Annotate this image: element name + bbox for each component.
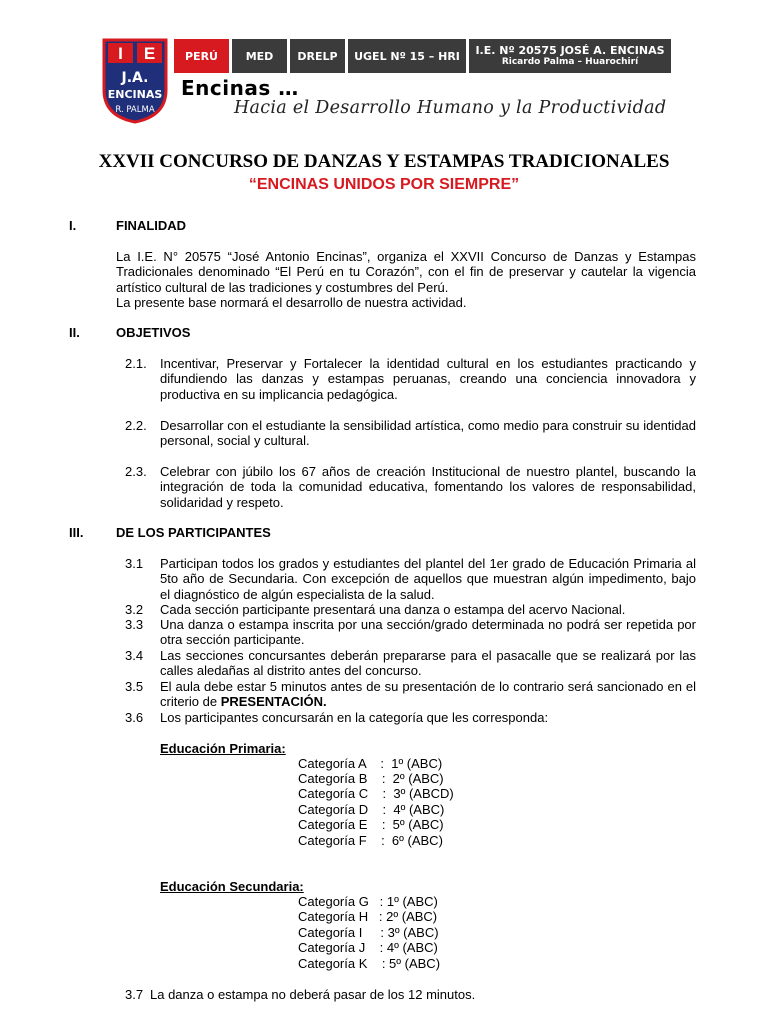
category-row: Categoría K : 5º (ABC): [298, 956, 441, 971]
item-number: 3.2: [125, 602, 144, 617]
logo-line-ja: J.A.: [121, 70, 149, 86]
item-number: 2.2.: [125, 418, 147, 433]
item-text: Celebrar con júbilo los 67 años de creación Institucional de nuestro plantel, buscando la integración de toda la comunidad educativa, fomentando los valores de responsabilidad, solidaridad y respeto.: [160, 464, 696, 510]
school-logo: [100, 38, 170, 124]
school-location: Ricardo Palma – Huarochirí: [501, 57, 639, 68]
item-text: Desarrollar con el estudiante la sensibilidad artística, como medio para construir su identidad personal, social y cultural.: [160, 418, 696, 449]
item-number: 3.7: [125, 987, 144, 1002]
category-row: Categoría H : 2º (ABC): [298, 909, 438, 924]
item-number: 3.5: [125, 679, 144, 694]
finalidad-paragraph-2: La presente base normará el desarrollo de nuestra actividad.: [116, 295, 467, 310]
section-title: FINALIDAD: [116, 218, 187, 233]
category-row: Categoría A : 1º (ABC): [298, 756, 443, 771]
brand-slogan: Hacia el Desarrollo Humano y la Productividad: [234, 98, 667, 118]
category-row: Categoría E : 5º (ABC): [298, 817, 444, 832]
logo-line-encinas: ENCINAS: [107, 88, 163, 101]
brand-name: Encinas …: [181, 76, 299, 100]
tab-drelp: DRELP: [290, 39, 345, 73]
section-number: I.: [69, 218, 77, 233]
section-number: II.: [69, 325, 80, 340]
secundaria-heading: Educación Secundaria:: [160, 879, 304, 894]
category-row: Categoría J : 4º (ABC): [298, 940, 438, 955]
category-row: Categoría I : 3º (ABC): [298, 925, 439, 940]
logo-letter-i: I: [118, 44, 123, 63]
section-title: DE LOS PARTICIPANTES: [116, 525, 271, 540]
category-row: Categoría D : 4º (ABC): [298, 802, 445, 817]
finalidad-paragraph: La I.E. N° 20575 “José Antonio Encinas”, organiza el XXVII Concurso de Danzas y Estampas Tradicionales denominado “El Perú en tu Corazón”, con el fin de preservar y cautelar la vigencia artístico cultural de las tradiciones y costumbres del Perú.: [116, 249, 696, 295]
tab-school: [469, 39, 671, 73]
item-number: 2.3.: [125, 464, 147, 479]
category-row: Categoría F : 6º (ABC): [298, 833, 443, 848]
item-text-bold: PRESENTACIÓN.: [220, 694, 327, 710]
document-subtitle: “ENCINAS UNIDOS POR SIEMPRE”: [248, 176, 520, 193]
item-text: Los participantes concursarán en la categoría que les corresponda:: [160, 710, 549, 725]
category-row: Categoría B : 2º (ABC): [298, 771, 444, 786]
item-text: Una danza o estampa inscrita por una sección/grado determinada no podrá ser repetida por otra sección participante.: [160, 617, 696, 648]
section-number: III.: [69, 525, 84, 540]
item-text: Participan todos los grados y estudiantes del plantel del 1er grado de Educación Primaria al 5to año de Secundaria. Con excepción de aquellos que muestran algún impedimento, bajo el diagnóstico de algún especialista de la salud.: [160, 556, 696, 602]
item-number: 3.1: [125, 556, 144, 571]
tab-ugel: UGEL Nº 15 – HRI: [348, 39, 466, 73]
primaria-heading: Educación Primaria:: [160, 741, 286, 756]
item-text-main: El aula debe estar 5 minutos antes de su presentación de lo contrario será sancionado en el criterio de: [160, 679, 696, 710]
item-number: 3.4: [125, 648, 144, 663]
item-text: Incentivar, Preservar y Fortalecer la identidad cultural en los estudiantes practicando y difundiendo las danzas y estampas peruanas, creando una conciencia innovadora y productiva en su implicancia pedagógica.: [160, 356, 696, 402]
item-text: [160, 679, 696, 710]
school-name: I.E. Nº 20575 JOSÉ A. ENCINAS: [475, 43, 665, 57]
item-text: Las secciones concursantes deberán prepararse para el pasacalle que se realizará por las calles aledañas al distrito antes del concurso.: [160, 648, 696, 679]
item-text: La danza o estampa no deberá pasar de los 12 minutos.: [150, 987, 476, 1002]
item-number: 2.1.: [125, 356, 147, 371]
item-number: 3.3: [125, 617, 144, 632]
logo-line-rpalma: R. PALMA: [115, 105, 155, 115]
category-row: Categoría G : 1º (ABC): [298, 894, 438, 909]
header-tabs: [174, 39, 671, 73]
category-row: Categoría C : 3º (ABCD): [298, 786, 454, 801]
logo-letter-e: E: [143, 44, 156, 63]
document-title: XXVII CONCURSO DE DANZAS Y ESTAMPAS TRADICIONALES: [98, 151, 670, 172]
item-text: Cada sección participante presentará una danza o estampa del acervo Nacional.: [160, 602, 626, 617]
tab-med: MED: [232, 39, 287, 73]
tab-peru: PERÚ: [174, 39, 229, 73]
item-number: 3.6: [125, 710, 144, 725]
section-title: OBJETIVOS: [116, 325, 191, 340]
